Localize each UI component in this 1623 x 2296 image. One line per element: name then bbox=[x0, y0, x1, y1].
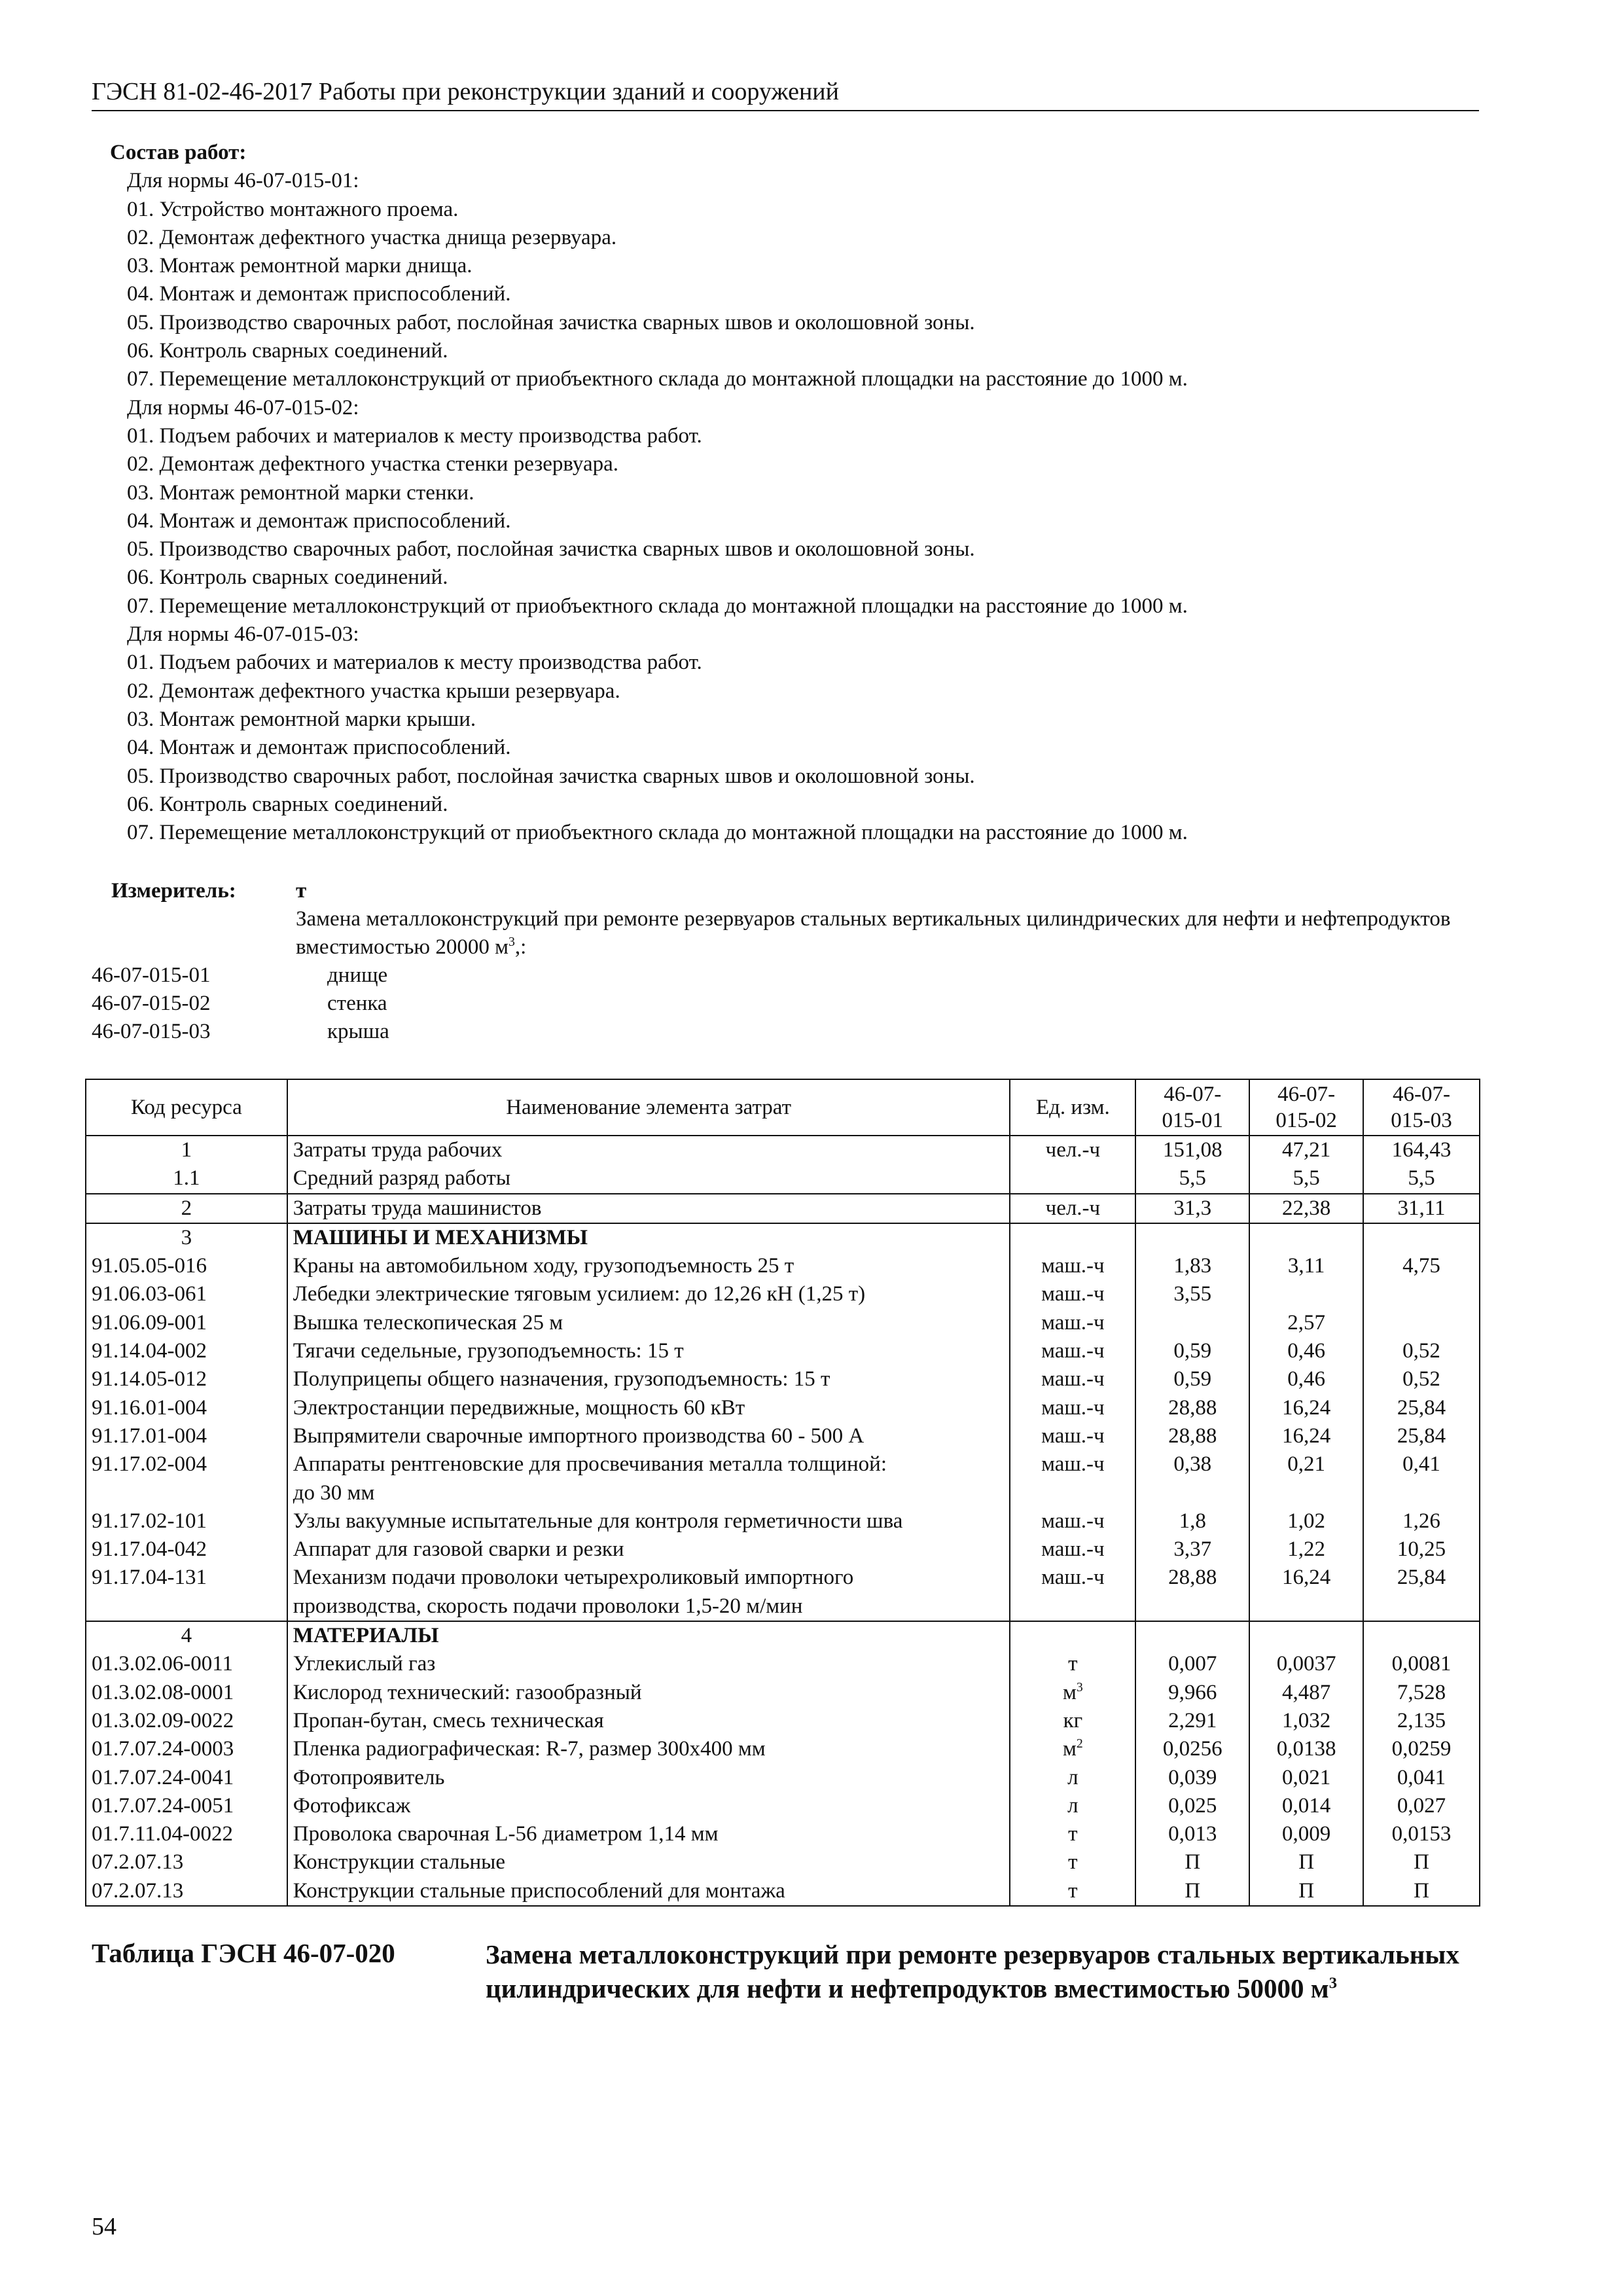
cell-unit: маш.-ч bbox=[1010, 1535, 1135, 1564]
table-row bbox=[86, 1164, 1480, 1193]
cell-norm-2: 5,5 bbox=[1249, 1164, 1363, 1193]
measure-description: Замена металлоконструкций при ремонте резервуаров стальных вертикальных цилиндрических для нефти и нефтепродуктов вместимостью 20000 $м^3$,: bbox=[296, 907, 1451, 960]
cell-norm-3: 0,52 bbox=[1363, 1365, 1480, 1393]
work-step: 07. Перемещение металлоконструкций от приобъектного склада до монтажной площадки на расстояние до 1000 м. bbox=[127, 821, 1188, 845]
cell-norm-3: 0,0259 bbox=[1363, 1735, 1480, 1763]
header-norm-3: 46-07- 015-03 bbox=[1363, 1079, 1480, 1136]
cell-code: 91.05.05-016 bbox=[86, 1252, 287, 1280]
cell-norm-3: 25,84 bbox=[1363, 1564, 1480, 1621]
work-step: 01. Устройство монтажного проема. bbox=[127, 197, 459, 221]
cell-code: 91.06.09-001 bbox=[86, 1309, 287, 1337]
cell-name: Затраты труда машинистов bbox=[287, 1194, 1010, 1223]
work-step: Для нормы 46-07-015-02: bbox=[127, 395, 359, 420]
cell-norm-2: 3,11 bbox=[1249, 1252, 1363, 1280]
cell-unit: маш.-ч bbox=[1010, 1252, 1135, 1280]
cell-name: Проволока сварочная L-56 диаметром 1,14 мм bbox=[287, 1820, 1010, 1848]
cell-unit: $м^3$ bbox=[1010, 1679, 1135, 1707]
cell-code: 91.14.04-002 bbox=[86, 1337, 287, 1365]
table-row bbox=[86, 1564, 1480, 1621]
work-step: 06. Контроль сварных соединений. bbox=[127, 792, 448, 816]
cell-norm-3: 0,41 bbox=[1363, 1450, 1480, 1507]
cell-name: Выпрямители сварочные импортного производства 60 - 500 А bbox=[287, 1422, 1010, 1450]
next-table-title: Замена металлоконструкций при ремонте резервуаров стальных вертикальных цилиндрических для нефти и нефтепродуктов вместимостью 50000 $м^3$ bbox=[486, 1939, 1459, 2003]
cell-unit: т bbox=[1010, 1820, 1135, 1848]
cell-code: 07.2.07.13 bbox=[86, 1848, 287, 1876]
cell-unit: т bbox=[1010, 1877, 1135, 1906]
cell-name: Пропан-бутан, смесь техническая bbox=[287, 1707, 1010, 1735]
cell-norm-1: 0,0256 bbox=[1135, 1735, 1249, 1763]
cell-norm-1 bbox=[1135, 1621, 1249, 1650]
header-name: Наименование элемента затрат bbox=[287, 1079, 1010, 1136]
cell-unit: $м^2$ bbox=[1010, 1735, 1135, 1763]
cell-norm-2: 0,0138 bbox=[1249, 1735, 1363, 1763]
cell-norm-1: 0,013 bbox=[1135, 1820, 1249, 1848]
cell-code: 01.7.07.24-0051 bbox=[86, 1792, 287, 1820]
table-row bbox=[86, 1820, 1480, 1848]
header-unit: Ед. изм. bbox=[1010, 1079, 1135, 1136]
cell-code: 91.17.04-131 bbox=[86, 1564, 287, 1621]
cell-norm-2: 4,487 bbox=[1249, 1679, 1363, 1707]
cell-code: 1 bbox=[86, 1136, 287, 1164]
cell-unit: маш.-ч bbox=[1010, 1337, 1135, 1365]
cell-norm-1: 28,88 bbox=[1135, 1564, 1249, 1621]
cell-name: Конструкции стальные приспособлений для монтажа bbox=[287, 1877, 1010, 1906]
cell-name: МАШИНЫ И МЕХАНИЗМЫ bbox=[287, 1223, 1010, 1252]
table-row bbox=[86, 1365, 1480, 1393]
running-header: ГЭСН 81-02-46-2017 Работы при реконструкции зданий и сооружений bbox=[92, 77, 1479, 111]
cell-unit: маш.-ч bbox=[1010, 1365, 1135, 1393]
cell-norm-3 bbox=[1363, 1309, 1480, 1337]
cell-norm-3: 0,041 bbox=[1363, 1764, 1480, 1792]
work-step: 04. Монтаж и демонтаж приспособлений. bbox=[127, 509, 511, 533]
work-step: 05. Производство сварочных работ, послойная зачистка сварных швов и околошовной зоны. bbox=[127, 310, 975, 334]
measure-label: Измеритель: bbox=[111, 879, 236, 903]
cell-norm-1 bbox=[1135, 1309, 1249, 1337]
header-norm-2: 46-07- 015-02 bbox=[1249, 1079, 1363, 1136]
work-step: 06. Контроль сварных соединений. bbox=[127, 565, 448, 590]
work-step: 05. Производство сварочных работ, послойная зачистка сварных швов и околошовной зоны. bbox=[127, 537, 975, 562]
cell-norm-3: П bbox=[1363, 1877, 1480, 1906]
work-step: 01. Подъем рабочих и материалов к месту производства работ. bbox=[127, 651, 702, 675]
cell-code: 4 bbox=[86, 1621, 287, 1650]
cell-unit: маш.-ч bbox=[1010, 1309, 1135, 1337]
cell-norm-1: 0,025 bbox=[1135, 1792, 1249, 1820]
cell-norm-2: 0,21 bbox=[1249, 1450, 1363, 1507]
cell-norm-3: 0,0081 bbox=[1363, 1650, 1480, 1678]
table-row bbox=[86, 1735, 1480, 1763]
cell-norm-2: 16,24 bbox=[1249, 1564, 1363, 1621]
cell-unit bbox=[1010, 1621, 1135, 1650]
cell-unit bbox=[1010, 1164, 1135, 1193]
cell-unit: л bbox=[1010, 1792, 1135, 1820]
work-step: 02. Демонтаж дефектного участка стенки резервуара. bbox=[127, 452, 618, 476]
cell-norm-3: 1,26 bbox=[1363, 1507, 1480, 1535]
cell-norm-2 bbox=[1249, 1621, 1363, 1650]
variant-code: 46-07-015-03 bbox=[92, 1020, 211, 1043]
cell-name: Полуприцепы общего назначения, грузоподъемность: 15 т bbox=[287, 1365, 1010, 1393]
table-row bbox=[86, 1309, 1480, 1337]
variant-name: днище bbox=[327, 963, 388, 987]
cell-norm-3 bbox=[1363, 1223, 1480, 1252]
cell-name: Краны на автомобильном ходу, грузоподъемность 25 т bbox=[287, 1252, 1010, 1280]
cell-norm-3: 25,84 bbox=[1363, 1394, 1480, 1422]
cell-norm-2: 47,21 bbox=[1249, 1136, 1363, 1164]
cell-name: Фотофиксаж bbox=[287, 1792, 1010, 1820]
table-row bbox=[86, 1422, 1480, 1450]
table-row bbox=[86, 1223, 1480, 1252]
work-step: 03. Монтаж ремонтной марки днища. bbox=[127, 254, 473, 278]
cell-name: МАТЕРИАЛЫ bbox=[287, 1621, 1010, 1650]
table-row bbox=[86, 1337, 1480, 1365]
table-header-row bbox=[86, 1079, 1480, 1136]
cell-norm-2: П bbox=[1249, 1848, 1363, 1876]
cell-code: 01.7.07.24-0041 bbox=[86, 1764, 287, 1792]
cell-code: 01.3.02.08-0001 bbox=[86, 1679, 287, 1707]
cell-unit: маш.-ч bbox=[1010, 1507, 1135, 1535]
cell-code: 91.17.02-101 bbox=[86, 1507, 287, 1535]
cell-norm-3: 7,528 bbox=[1363, 1679, 1480, 1707]
cell-norm-1: 1,83 bbox=[1135, 1252, 1249, 1280]
cell-code: 91.14.05-012 bbox=[86, 1365, 287, 1393]
cell-norm-3: 0,52 bbox=[1363, 1337, 1480, 1365]
table-row bbox=[86, 1280, 1480, 1308]
cell-unit: маш.-ч bbox=[1010, 1564, 1135, 1621]
cell-name: Электростанции передвижные, мощность 60 кВт bbox=[287, 1394, 1010, 1422]
cell-name: Лебедки электрические тяговым усилием: до 12,26 кН (1,25 т) bbox=[287, 1280, 1010, 1308]
measure-unit: т bbox=[296, 879, 307, 903]
cell-norm-3 bbox=[1363, 1280, 1480, 1308]
table-row bbox=[86, 1450, 1480, 1507]
work-step: 07. Перемещение металлоконструкций от приобъектного склада до монтажной площадки на расстояние до 1000 м. bbox=[127, 594, 1188, 618]
work-step: 03. Монтаж ремонтной марки крыши. bbox=[127, 707, 476, 731]
cell-norm-1: 0,59 bbox=[1135, 1365, 1249, 1393]
cell-unit: кг bbox=[1010, 1707, 1135, 1735]
cell-norm-1: 28,88 bbox=[1135, 1394, 1249, 1422]
cell-norm-3: 4,75 bbox=[1363, 1252, 1480, 1280]
cell-code: 01.7.11.04-0022 bbox=[86, 1820, 287, 1848]
cell-name: Фотопроявитель bbox=[287, 1764, 1010, 1792]
cell-norm-3: 0,0153 bbox=[1363, 1820, 1480, 1848]
cell-norm-2: П bbox=[1249, 1877, 1363, 1906]
cell-name: Тягачи седельные, грузоподъемность: 15 т bbox=[287, 1337, 1010, 1365]
work-step: 04. Монтаж и демонтаж приспособлений. bbox=[127, 282, 511, 306]
cell-name: Аппараты рентгеновские для просвечивания металла толщиной: до 30 мм bbox=[287, 1450, 1010, 1507]
cell-norm-2: 0,46 bbox=[1249, 1337, 1363, 1365]
work-step: 02. Демонтаж дефектного участка днища резервуара. bbox=[127, 225, 617, 249]
cell-name: Узлы вакуумные испытательные для контроля герметичности шва bbox=[287, 1507, 1010, 1535]
cell-code: 91.16.01-004 bbox=[86, 1394, 287, 1422]
cell-norm-1: П bbox=[1135, 1877, 1249, 1906]
cell-norm-3: 0,027 bbox=[1363, 1792, 1480, 1820]
cell-code: 2 bbox=[86, 1194, 287, 1223]
cell-norm-3: 2,135 bbox=[1363, 1707, 1480, 1735]
cell-norm-1: 151,08 bbox=[1135, 1136, 1249, 1164]
cell-norm-3: 10,25 bbox=[1363, 1535, 1480, 1564]
table-row bbox=[86, 1792, 1480, 1820]
cell-name: Конструкции стальные bbox=[287, 1848, 1010, 1876]
cell-unit: л bbox=[1010, 1764, 1135, 1792]
table-row bbox=[86, 1535, 1480, 1564]
cell-norm-1: 2,291 bbox=[1135, 1707, 1249, 1735]
cell-norm-3: 164,43 bbox=[1363, 1136, 1480, 1164]
cell-norm-1: 3,37 bbox=[1135, 1535, 1249, 1564]
cell-name: Механизм подачи проволоки четырехроликовый импортного производства, скорость подачи проволоки 1,5-20 м/мин bbox=[287, 1564, 1010, 1621]
work-step: 07. Перемещение металлоконструкций от приобъектного склада до монтажной площадки на расстояние до 1000 м. bbox=[127, 367, 1188, 391]
work-step: 05. Производство сварочных работ, послойная зачистка сварных швов и околошовной зоны. bbox=[127, 764, 975, 788]
cell-code: 91.17.02-004 bbox=[86, 1450, 287, 1507]
resource-table bbox=[85, 1079, 1480, 1907]
header-code: Код ресурса bbox=[86, 1079, 287, 1136]
cell-norm-2: 1,032 bbox=[1249, 1707, 1363, 1735]
cell-norm-3: 25,84 bbox=[1363, 1422, 1480, 1450]
table-row bbox=[86, 1194, 1480, 1223]
work-step: Для нормы 46-07-015-01: bbox=[127, 169, 359, 193]
table-row bbox=[86, 1394, 1480, 1422]
cell-unit: маш.-ч bbox=[1010, 1280, 1135, 1308]
cell-norm-1: 0,38 bbox=[1135, 1450, 1249, 1507]
work-step: 03. Монтаж ремонтной марки стенки. bbox=[127, 480, 474, 505]
work-step: 04. Монтаж и демонтаж приспособлений. bbox=[127, 736, 511, 760]
cell-norm-2: 0,46 bbox=[1249, 1365, 1363, 1393]
cell-norm-1: П bbox=[1135, 1848, 1249, 1876]
cell-norm-2: 0,009 bbox=[1249, 1820, 1363, 1848]
cell-norm-1: 0,59 bbox=[1135, 1337, 1249, 1365]
variant-code: 46-07-015-02 bbox=[92, 992, 211, 1015]
cell-code: 01.3.02.06-0011 bbox=[86, 1650, 287, 1678]
cell-unit: маш.-ч bbox=[1010, 1394, 1135, 1422]
cell-unit: т bbox=[1010, 1848, 1135, 1876]
cell-name: Углекислый газ bbox=[287, 1650, 1010, 1678]
cell-norm-2: 22,38 bbox=[1249, 1194, 1363, 1223]
cell-norm-1 bbox=[1135, 1223, 1249, 1252]
cell-code: 01.7.07.24-0003 bbox=[86, 1735, 287, 1763]
work-composition-title: Состав работ: bbox=[110, 141, 247, 164]
variant-name: крыша bbox=[327, 1020, 389, 1043]
cell-unit: т bbox=[1010, 1650, 1135, 1678]
cell-norm-2: 16,24 bbox=[1249, 1422, 1363, 1450]
table-row bbox=[86, 1877, 1480, 1906]
table-row bbox=[86, 1707, 1480, 1735]
cell-norm-3 bbox=[1363, 1621, 1480, 1650]
work-step: 02. Демонтаж дефектного участка крыши резервуара. bbox=[127, 679, 620, 703]
cell-norm-1: 1,8 bbox=[1135, 1507, 1249, 1535]
work-step: Для нормы 46-07-015-03: bbox=[127, 622, 359, 647]
cell-norm-2: 0,021 bbox=[1249, 1764, 1363, 1792]
cell-norm-2: 1,22 bbox=[1249, 1535, 1363, 1564]
cell-norm-2 bbox=[1249, 1280, 1363, 1308]
cell-norm-3: 31,11 bbox=[1363, 1194, 1480, 1223]
cell-name: Аппарат для газовой сварки и резки bbox=[287, 1535, 1010, 1564]
cell-code: 91.17.04-042 bbox=[86, 1535, 287, 1564]
page-number: 54 bbox=[92, 2213, 116, 2240]
cell-code: 07.2.07.13 bbox=[86, 1877, 287, 1906]
work-step: 01. Подъем рабочих и материалов к месту производства работ. bbox=[127, 423, 702, 448]
cell-norm-1: 3,55 bbox=[1135, 1280, 1249, 1308]
cell-norm-1: 31,3 bbox=[1135, 1194, 1249, 1223]
cell-norm-3: П bbox=[1363, 1848, 1480, 1876]
cell-norm-2: 0,014 bbox=[1249, 1792, 1363, 1820]
cell-unit bbox=[1010, 1223, 1135, 1252]
work-composition bbox=[110, 139, 1484, 847]
cell-name: Затраты труда рабочих bbox=[287, 1136, 1010, 1164]
cell-name: Вышка телескопическая 25 м bbox=[287, 1309, 1010, 1337]
table-row bbox=[86, 1136, 1480, 1164]
table-row bbox=[86, 1679, 1480, 1707]
cell-unit: маш.-ч bbox=[1010, 1422, 1135, 1450]
cell-norm-2: 2,57 bbox=[1249, 1309, 1363, 1337]
next-table-number: Таблица ГЭСН 46-07-020 bbox=[92, 1938, 395, 1968]
cell-code: 01.3.02.09-0022 bbox=[86, 1707, 287, 1735]
table-row bbox=[86, 1848, 1480, 1876]
table-row bbox=[86, 1507, 1480, 1535]
cell-norm-1: 9,966 bbox=[1135, 1679, 1249, 1707]
cell-name: Пленка радиографическая: R-7, размер 300х400 мм bbox=[287, 1735, 1010, 1763]
table-row bbox=[86, 1764, 1480, 1792]
header-norm-1: 46-07- 015-01 bbox=[1135, 1079, 1249, 1136]
cell-norm-1: 28,88 bbox=[1135, 1422, 1249, 1450]
cell-norm-2: 1,02 bbox=[1249, 1507, 1363, 1535]
cell-norm-1: 5,5 bbox=[1135, 1164, 1249, 1193]
cell-code: 91.06.03-061 bbox=[86, 1280, 287, 1308]
variant-name: стенка bbox=[327, 992, 387, 1015]
cell-unit: чел.-ч bbox=[1010, 1136, 1135, 1164]
variant-code: 46-07-015-01 bbox=[92, 963, 211, 987]
cell-norm-3: 5,5 bbox=[1363, 1164, 1480, 1193]
cell-norm-2 bbox=[1249, 1223, 1363, 1252]
cell-code: 1.1 bbox=[86, 1164, 287, 1193]
table-row bbox=[86, 1252, 1480, 1280]
cell-norm-2: 0,0037 bbox=[1249, 1650, 1363, 1678]
table-row bbox=[86, 1621, 1480, 1650]
cell-norm-2: 16,24 bbox=[1249, 1394, 1363, 1422]
cell-unit: маш.-ч bbox=[1010, 1450, 1135, 1507]
cell-norm-1: 0,039 bbox=[1135, 1764, 1249, 1792]
cell-code: 91.17.01-004 bbox=[86, 1422, 287, 1450]
table-row bbox=[86, 1650, 1480, 1678]
cell-name: Средний разряд работы bbox=[287, 1164, 1010, 1193]
work-step: 06. Контроль сварных соединений. bbox=[127, 339, 448, 363]
cell-norm-1: 0,007 bbox=[1135, 1650, 1249, 1678]
cell-name: Кислород технический: газообразный bbox=[287, 1679, 1010, 1707]
work-composition-list bbox=[110, 167, 1484, 847]
cell-code: 3 bbox=[86, 1223, 287, 1252]
cell-unit: чел.-ч bbox=[1010, 1194, 1135, 1223]
